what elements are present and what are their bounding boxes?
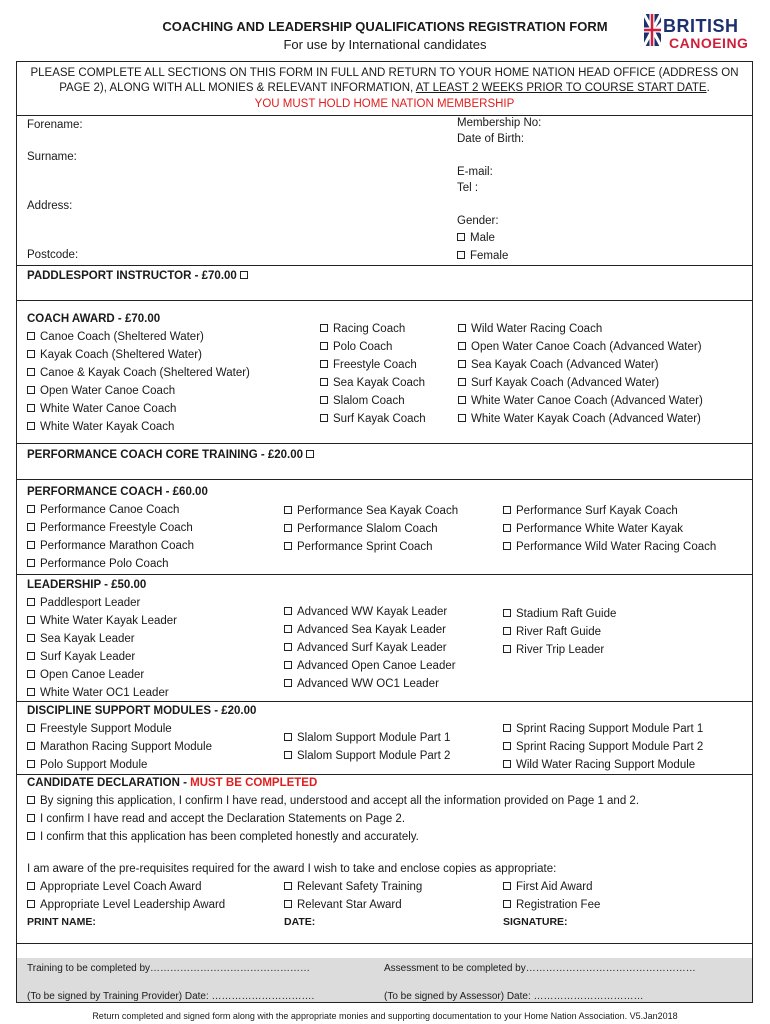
checkbox[interactable] — [503, 609, 511, 617]
print-name-label: PRINT NAME: — [27, 916, 96, 928]
coach-option[interactable] — [320, 394, 405, 408]
checkbox[interactable] — [284, 751, 292, 759]
option-label: Sprint Racing Support Module Part 2 — [516, 741, 704, 753]
logo-text-british: BRITISH — [663, 16, 739, 36]
paddlesport-instructor-option[interactable] — [27, 269, 253, 283]
checkbox[interactable] — [320, 414, 328, 422]
checkbox[interactable] — [27, 724, 35, 732]
coach-option[interactable] — [458, 340, 702, 354]
leadership-option[interactable] — [27, 632, 135, 646]
gender-female-label: Female — [470, 250, 509, 262]
option-label: Canoe Coach (Sheltered Water) — [40, 331, 204, 343]
option-label: Performance Freestyle Coach — [40, 522, 193, 534]
checkbox[interactable] — [320, 324, 328, 332]
checkbox[interactable] — [27, 598, 35, 606]
checkbox[interactable] — [27, 742, 35, 750]
coach-option[interactable] — [320, 340, 392, 354]
enclosure-option[interactable] — [503, 880, 593, 894]
coach-option[interactable] — [458, 394, 703, 408]
checkbox[interactable] — [27, 559, 35, 567]
option-label: Appropriate Level Coach Award — [40, 881, 202, 893]
option-label: Performance Polo Coach — [40, 558, 169, 570]
leadership-option[interactable] — [284, 659, 456, 673]
option-label: Sea Kayak Coach — [333, 377, 426, 389]
date-label: DATE: — [284, 916, 316, 928]
option-label: Paddlesport Leader — [40, 597, 141, 609]
option-label: White Water Kayak Leader — [40, 615, 177, 627]
checkbox[interactable] — [284, 882, 292, 890]
checkbox[interactable] — [306, 450, 314, 458]
option-label: Polo Support Module — [40, 759, 148, 771]
checkbox[interactable] — [27, 422, 35, 430]
performance-option[interactable] — [503, 504, 678, 518]
option-label: Canoe & Kayak Coach (Sheltered Water) — [40, 367, 250, 379]
email-label: E-mail: — [457, 166, 493, 178]
option-label: Relevant Star Award — [297, 899, 402, 911]
option-label: Polo Coach — [333, 341, 393, 353]
discipline-option[interactable] — [27, 758, 147, 772]
option-label: Appropriate Level Leadership Award — [40, 899, 226, 911]
enclosure-option[interactable] — [27, 880, 202, 894]
checkbox[interactable] — [284, 643, 292, 651]
leadership-option[interactable] — [27, 650, 135, 664]
checkbox[interactable] — [27, 616, 35, 624]
option-label: Wild Water Racing Support Module — [516, 759, 696, 771]
option-label: Surf Kayak Coach — [333, 413, 426, 425]
performance-option[interactable] — [503, 522, 683, 536]
checkbox[interactable] — [503, 506, 511, 514]
option-label: Open Canoe Leader — [40, 669, 145, 681]
checkbox[interactable] — [457, 251, 465, 259]
enclosure-option[interactable] — [27, 898, 225, 912]
leadership-option[interactable] — [503, 643, 604, 657]
checkbox[interactable] — [503, 900, 511, 908]
logo-text-canoeing: CANOEING — [669, 35, 749, 51]
discipline-option[interactable] — [284, 731, 450, 745]
option-label: Performance Marathon Coach — [40, 540, 195, 552]
option-label: Registration Fee — [516, 899, 601, 911]
training-completed-by: Training to be completed by………………………………………… — [27, 963, 311, 974]
gender-label: Gender: — [457, 215, 499, 227]
option-label: White Water Canoe Coach — [40, 403, 177, 415]
checkbox[interactable] — [284, 524, 292, 532]
option-label: Open Water Canoe Coach — [40, 385, 176, 397]
coach-option[interactable] — [320, 358, 417, 372]
intro-line-2-end: . — [706, 82, 710, 94]
option-label: Marathon Racing Support Module — [40, 741, 212, 753]
option-label: Advanced WW OC1 Leader — [297, 678, 439, 690]
checkbox[interactable] — [27, 900, 35, 908]
form-title: COACHING AND LEADERSHIP QUALIFICATIONS REGISTRATION FORM — [162, 19, 608, 34]
training-provider-sign: (To be signed by Training Provider) Date: …………………………. — [27, 991, 315, 1002]
option-label: Advanced Surf Kayak Leader — [297, 642, 447, 654]
option-label: Open Water Canoe Coach (Advanced Water) — [471, 341, 702, 353]
performance-option[interactable] — [284, 540, 433, 554]
option-label: Sea Kayak Coach (Advanced Water) — [471, 359, 659, 371]
address-label: Address: — [27, 200, 73, 212]
checkbox[interactable] — [27, 814, 35, 822]
declaration-option[interactable] — [27, 830, 419, 844]
intro-deadline: AT LEAST 2 WEEKS PRIOR TO COURSE START DATE — [415, 82, 707, 94]
leadership-option[interactable] — [27, 668, 144, 682]
performance-option[interactable] — [284, 522, 438, 536]
divider — [17, 265, 752, 266]
option-label: White Water Kayak Coach (Advanced Water) — [471, 413, 701, 425]
option-label: White Water Kayak Coach — [40, 421, 175, 433]
signature-label: SIGNATURE: — [503, 916, 568, 928]
coach-option[interactable] — [27, 384, 175, 398]
checkbox[interactable] — [27, 523, 35, 531]
union-flag-icon — [641, 12, 665, 50]
coach-option[interactable] — [320, 412, 426, 426]
checkbox[interactable] — [503, 645, 511, 653]
coach-option[interactable] — [458, 358, 659, 372]
leadership-option[interactable] — [503, 607, 616, 621]
coach-award-title: COACH AWARD - £70.00 — [27, 313, 161, 325]
option-label: Surf Kayak Coach (Advanced Water) — [471, 377, 660, 389]
forename-label: Forename: — [27, 119, 83, 131]
checkbox[interactable] — [284, 542, 292, 550]
checkbox[interactable] — [284, 733, 292, 741]
checkbox[interactable] — [27, 882, 35, 890]
checkbox[interactable] — [27, 688, 35, 696]
coach-option[interactable] — [27, 330, 204, 344]
checkbox[interactable] — [27, 652, 35, 660]
coach-option[interactable] — [458, 376, 659, 390]
option-label: Performance Canoe Coach — [40, 504, 180, 516]
option-label: Performance Sprint Coach — [297, 541, 433, 553]
checkbox[interactable] — [320, 360, 328, 368]
intro-line-1: PLEASE COMPLETE ALL SECTIONS ON THIS FORM IN FULL AND RETURN TO YOUR HOME NATION HEAD OFFICE (ADDRESS ON — [30, 67, 739, 79]
option-label: Freestyle Coach — [333, 359, 417, 371]
divider — [17, 943, 752, 944]
checkbox[interactable] — [320, 396, 328, 404]
checkbox[interactable] — [458, 342, 466, 350]
checkbox[interactable] — [27, 832, 35, 840]
coach-option[interactable] — [27, 420, 174, 434]
checkbox[interactable] — [503, 524, 511, 532]
checkbox[interactable] — [458, 324, 466, 332]
leadership-title: LEADERSHIP - £50.00 — [27, 579, 147, 591]
divider — [17, 479, 752, 480]
checkbox[interactable] — [284, 679, 292, 687]
checkbox[interactable] — [240, 271, 248, 279]
enclosure-option[interactable] — [284, 880, 422, 894]
gender-male-option[interactable] — [457, 231, 495, 245]
checkbox[interactable] — [503, 882, 511, 890]
intro-line-2 — [17, 81, 752, 95]
discipline-option[interactable] — [503, 722, 703, 736]
divider — [17, 443, 752, 444]
divider — [17, 774, 752, 775]
option-label: Racing Coach — [333, 323, 406, 335]
leadership-option[interactable] — [27, 686, 169, 700]
assessor-sign: (To be signed by Assessor) Date: …………………………… — [384, 991, 644, 1002]
option-label: I confirm that this application has been completed honestly and accurately. — [40, 831, 419, 843]
performance-core-label: PERFORMANCE COACH CORE TRAINING - £20.00 — [27, 449, 304, 461]
checkbox[interactable] — [284, 506, 292, 514]
coach-option[interactable] — [458, 322, 602, 336]
option-label: Advanced WW Kayak Leader — [297, 606, 448, 618]
performance-core-option[interactable] — [27, 448, 319, 462]
leadership-option[interactable] — [284, 605, 447, 619]
option-label: By signing this application, I confirm I have read, understood and accept all the information provided on Page 1 and 2. — [40, 795, 640, 807]
checkbox[interactable] — [458, 396, 466, 404]
checkbox[interactable] — [284, 661, 292, 669]
option-label: Performance Sea Kayak Coach — [297, 505, 459, 517]
checkbox[interactable] — [503, 742, 511, 750]
intro-line-2-text: PAGE 2), ALONG WITH ALL MONIES & RELEVANT INFORMATION, — [59, 82, 414, 94]
declaration-title-text: CANDIDATE DECLARATION - — [27, 777, 191, 789]
assessment-completed-by: Assessment to be completed by…………………………………………… — [384, 963, 696, 974]
performance-option[interactable] — [27, 521, 193, 535]
form-subtitle: For use by International candidates — [283, 37, 487, 52]
gender-male-label: Male — [470, 232, 495, 244]
checkbox[interactable] — [320, 342, 328, 350]
coach-option[interactable] — [27, 402, 176, 416]
postcode-label: Postcode: — [27, 249, 79, 261]
option-label: Sea Kayak Leader — [40, 633, 135, 645]
option-label: Wild Water Racing Coach — [471, 323, 603, 335]
performance-option[interactable] — [27, 539, 194, 553]
option-label: Performance Slalom Coach — [297, 523, 438, 535]
checkbox[interactable] — [503, 542, 511, 550]
option-label: Sprint Racing Support Module Part 1 — [516, 723, 704, 735]
checkbox[interactable] — [27, 404, 35, 412]
footer-note: Return completed and signed form along with the appropriate monies and supporting documentation to your Home Nation Association. V5.Jan2018 — [92, 1011, 678, 1021]
performance-coach-title: PERFORMANCE COACH - £60.00 — [27, 486, 208, 498]
discipline-option[interactable] — [503, 740, 703, 754]
checkbox[interactable] — [503, 627, 511, 635]
checkbox[interactable] — [27, 670, 35, 678]
discipline-title: DISCIPLINE SUPPORT MODULES - £20.00 — [27, 705, 257, 717]
leadership-option[interactable] — [503, 625, 601, 639]
discipline-option[interactable] — [27, 740, 212, 754]
checkbox[interactable] — [503, 760, 511, 768]
enclosure-option[interactable] — [284, 898, 402, 912]
option-label: Performance Surf Kayak Coach — [516, 505, 678, 517]
checkbox[interactable] — [457, 233, 465, 241]
checkbox[interactable] — [458, 360, 466, 368]
gender-female-option[interactable] — [457, 249, 508, 263]
declaration-option[interactable] — [27, 794, 639, 808]
option-label: River Raft Guide — [516, 626, 602, 638]
leadership-option[interactable] — [284, 623, 446, 637]
checkbox[interactable] — [27, 350, 35, 358]
membership-label: Membership No: — [457, 117, 542, 129]
checkbox[interactable] — [27, 796, 35, 804]
divider — [17, 300, 752, 301]
checkbox[interactable] — [27, 760, 35, 768]
option-label: Stadium Raft Guide — [516, 608, 617, 620]
option-label: Freestyle Support Module — [40, 723, 172, 735]
option-label: Advanced Open Canoe Leader — [297, 660, 456, 672]
declaration-title — [27, 776, 317, 790]
british-canoeing-logo — [641, 12, 753, 52]
option-label: Surf Kayak Leader — [40, 651, 136, 663]
checkbox[interactable] — [27, 332, 35, 340]
membership-notice: YOU MUST HOLD HOME NATION MEMBERSHIP — [254, 98, 515, 110]
divider — [17, 115, 752, 116]
checkbox[interactable] — [284, 625, 292, 633]
option-label: White Water Canoe Coach (Advanced Water) — [471, 395, 703, 407]
discipline-option[interactable] — [503, 758, 695, 772]
checkbox[interactable] — [284, 607, 292, 615]
discipline-option[interactable] — [284, 749, 450, 763]
option-label: First Aid Award — [516, 881, 593, 893]
declaration-option[interactable] — [27, 812, 405, 826]
leadership-option[interactable] — [27, 614, 177, 628]
performance-option[interactable] — [284, 504, 458, 518]
divider — [17, 701, 752, 702]
dob-label: Date of Birth: — [457, 133, 525, 145]
surname-label: Surname: — [27, 151, 77, 163]
option-label: River Trip Leader — [516, 644, 605, 656]
performance-option[interactable] — [27, 503, 179, 517]
leadership-option[interactable] — [27, 596, 140, 610]
option-label: Performance Wild Water Racing Coach — [516, 541, 717, 553]
enclosure-option[interactable] — [503, 898, 600, 912]
option-label: White Water OC1 Leader — [40, 687, 169, 699]
declaration-required-note: MUST BE COMPLETED — [190, 777, 318, 789]
option-label: I confirm I have read and accept the Declaration Statements on Page 2. — [40, 813, 406, 825]
prerequisites-text: I am aware of the pre-requisites required for the award I wish to take and enclose copies as appropriate: — [27, 863, 557, 875]
checkbox[interactable] — [27, 634, 35, 642]
divider — [17, 574, 752, 575]
coach-option[interactable] — [458, 412, 701, 426]
coach-option[interactable] — [320, 376, 425, 390]
checkbox[interactable] — [284, 900, 292, 908]
checkbox[interactable] — [458, 378, 466, 386]
checkbox[interactable] — [27, 386, 35, 394]
option-label: Performance White Water Kayak — [516, 523, 684, 535]
checkbox[interactable] — [320, 378, 328, 386]
discipline-option[interactable] — [27, 722, 172, 736]
checkbox[interactable] — [27, 368, 35, 376]
option-label: Kayak Coach (Sheltered Water) — [40, 349, 202, 361]
leadership-option[interactable] — [284, 641, 447, 655]
coach-option[interactable] — [320, 322, 405, 336]
performance-option[interactable] — [27, 557, 168, 571]
coach-option[interactable] — [27, 348, 202, 362]
option-label: Slalom Support Module Part 1 — [297, 732, 451, 744]
leadership-option[interactable] — [284, 677, 439, 691]
checkbox[interactable] — [458, 414, 466, 422]
performance-option[interactable] — [503, 540, 716, 554]
checkbox[interactable] — [27, 541, 35, 549]
paddlesport-instructor-label: PADDLESPORT INSTRUCTOR - £70.00 — [27, 270, 237, 282]
coach-option[interactable] — [27, 366, 250, 380]
option-label: Slalom Coach — [333, 395, 405, 407]
option-label: Advanced Sea Kayak Leader — [297, 624, 446, 636]
checkbox[interactable] — [503, 724, 511, 732]
checkbox[interactable] — [27, 505, 35, 513]
option-label: Relevant Safety Training — [297, 881, 423, 893]
option-label: Slalom Support Module Part 2 — [297, 750, 451, 762]
tel-label: Tel : — [457, 182, 479, 194]
